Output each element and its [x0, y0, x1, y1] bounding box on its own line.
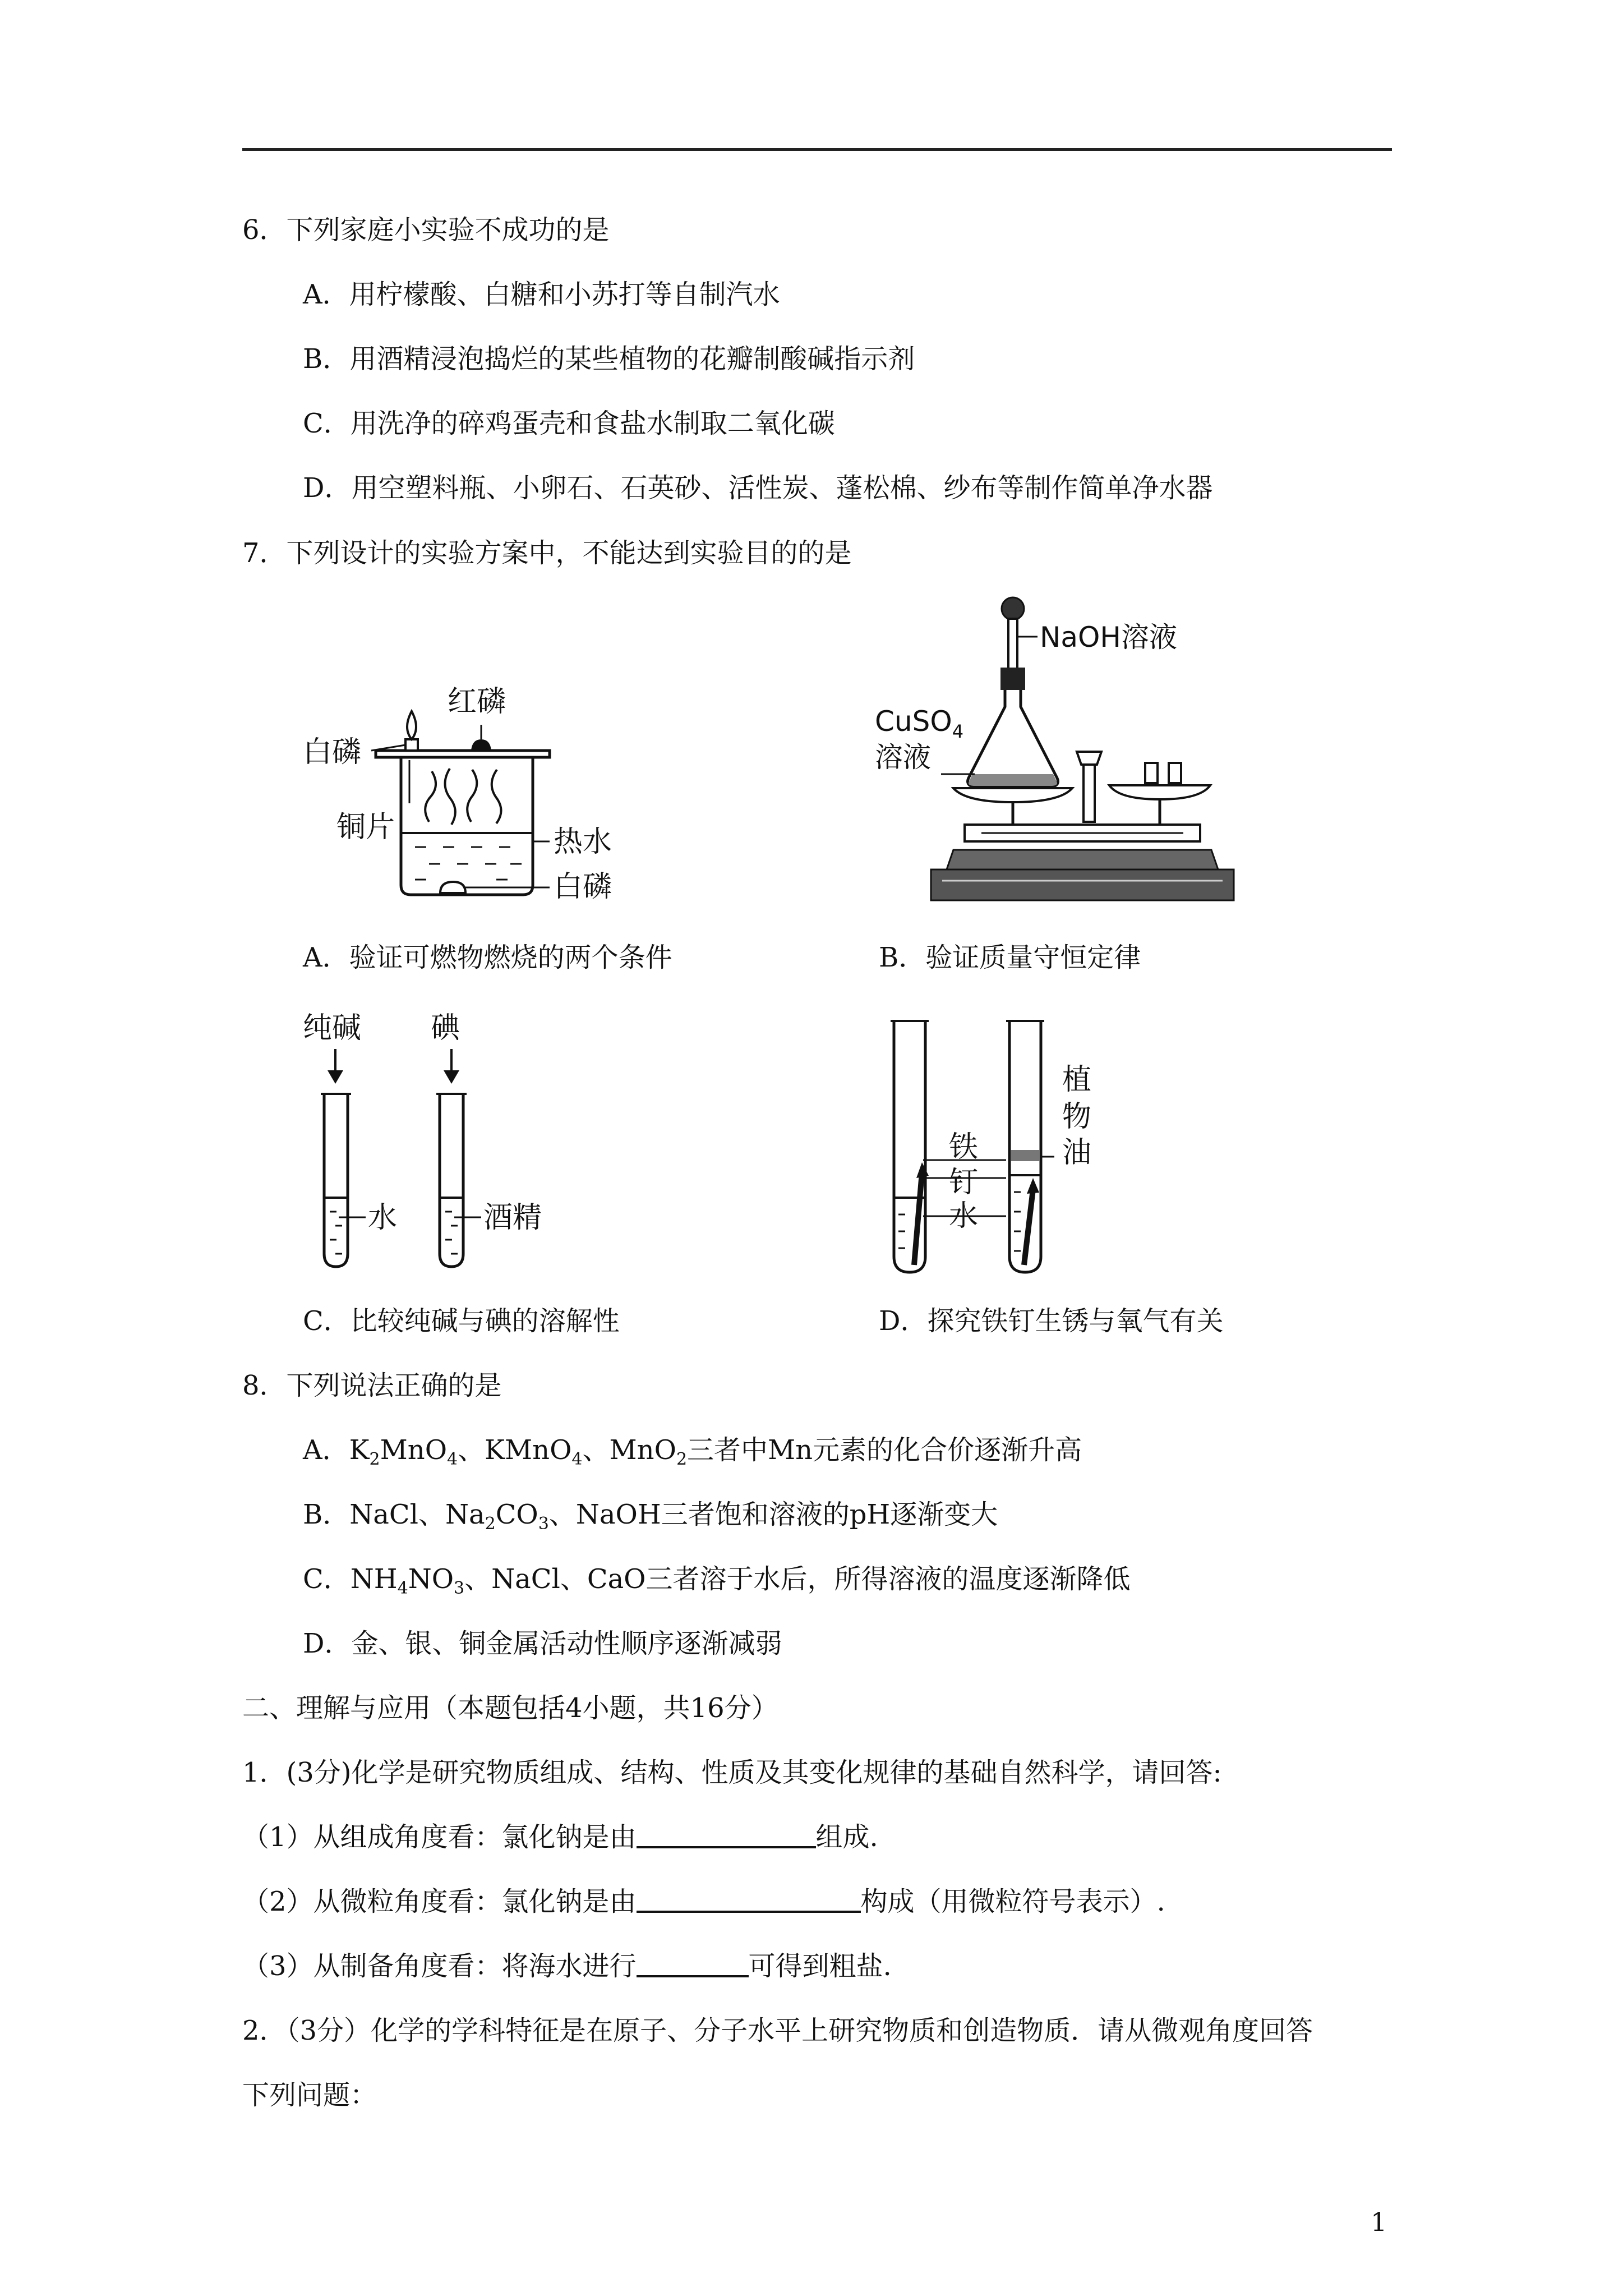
label-copper-plate: 铜片 [336, 811, 395, 844]
label-cuso4-solution: 溶液 [875, 741, 931, 774]
label-water: 水 [368, 1201, 398, 1235]
q6-stem: 6．下列家庭小实验不成功的是 [242, 214, 610, 246]
label-water-d: 水 [949, 1199, 979, 1233]
section2-title: 二、理解与应用（本题包括4小题，共16分） [242, 1692, 778, 1724]
q8-stem: 8．下列说法正确的是 [242, 1370, 502, 1401]
q6-option-b: B．用酒精浸泡捣烂的某些植物的花瓣制酸碱指示剂 [303, 343, 915, 375]
s2-q1-sub1: （1）从组成角度看：氯化钠是由 组成. [242, 1821, 878, 1853]
q7-stem: 7．下列设计的实验方案中，不能达到实验目的的是 [242, 537, 852, 569]
s2-q2-line1: 2．（3分）化学的学科特征是在原子、分子水平上研究物质和创造物质．请从微观角度回答 [242, 2015, 1313, 2046]
page-number: 1 [1371, 2207, 1387, 2237]
label-soda: 纯碱 [303, 1011, 362, 1045]
label-white-phosphorus-water: 白磷 [554, 870, 612, 904]
q8-option-b: B．NaCl、$Na_2CO_3$、NaOH三者饱和溶液的pH逐渐变大 [303, 1499, 998, 1534]
label-iron-1: 铁 [949, 1130, 979, 1164]
label-naoh-solution: NaOH溶液 [1040, 621, 1177, 654]
s2-q2-line2: 下列问题： [242, 2079, 377, 2111]
s2-q1-stem: 1．(3分)化学是研究物质组成、结构、性质及其变化规律的基础自然科学，请回答: [242, 1757, 1222, 1788]
figure-d-nail-rust [886, 1010, 1178, 1279]
q6-option-c: C．用洗净的碎鸡蛋壳和食盐水制取二氧化碳 [303, 408, 835, 439]
q7-caption-c: C．比较纯碱与碘的溶解性 [303, 1305, 620, 1337]
answer-blank-2[interactable] [637, 1886, 861, 1913]
label-hot-water: 热水 [554, 825, 612, 859]
header-rule [242, 148, 1392, 151]
label-iron-2: 钉 [949, 1166, 979, 1199]
label-iodine: 碘 [431, 1011, 460, 1045]
q8-option-c: C．$NH_4NO_3$、NaCl、CaO三者溶于水后，所得溶液的温度逐渐降低 [303, 1563, 1131, 1598]
label-oil-2: 物 [1062, 1100, 1092, 1134]
q7-caption-b: B．验证质量守恒定律 [879, 942, 1141, 973]
label-oil-3: 油 [1062, 1136, 1092, 1170]
label-white-phosphorus: 白磷 [303, 735, 362, 769]
label-red-phosphorus: 红磷 [448, 685, 506, 719]
label-cuso4: CuSO$_4$ [875, 705, 964, 742]
answer-blank-3[interactable] [637, 1950, 749, 1977]
q6-option-a: A．用柠檬酸、白糖和小苏打等自制汽水 [303, 279, 780, 310]
figure-c-test-tubes [303, 1004, 594, 1273]
q7-caption-d: D．探究铁钉生锈与氧气有关 [879, 1305, 1224, 1337]
q8-option-d: D．金、银、铜金属活动性顺序逐渐减弱 [303, 1628, 782, 1659]
s2-q1-sub3: （3）从制备角度看：将海水进行 可得到粗盐. [242, 1950, 892, 1982]
label-alcohol: 酒精 [483, 1201, 542, 1235]
figure-a-combustion [303, 673, 617, 909]
q7-caption-a: A．验证可燃物燃烧的两个条件 [303, 942, 672, 973]
q6-option-d: D．用空塑料瓶、小卵石、石英砂、活性炭、蓬松棉、纱布等制作简单净水器 [303, 472, 1213, 504]
figure-b-balance [875, 586, 1279, 912]
answer-blank-1[interactable] [637, 1821, 816, 1848]
label-oil-1: 植 [1062, 1063, 1092, 1097]
q8-option-a: A．$K_2MnO_4$、KMnO$_4$、MnO$_2$三者中Mn元素的化合价逐渐升高 [303, 1434, 1082, 1469]
s2-q1-sub2: （2）从微粒角度看：氯化钠是由 构成（用微粒符号表示）. [242, 1886, 1165, 1917]
